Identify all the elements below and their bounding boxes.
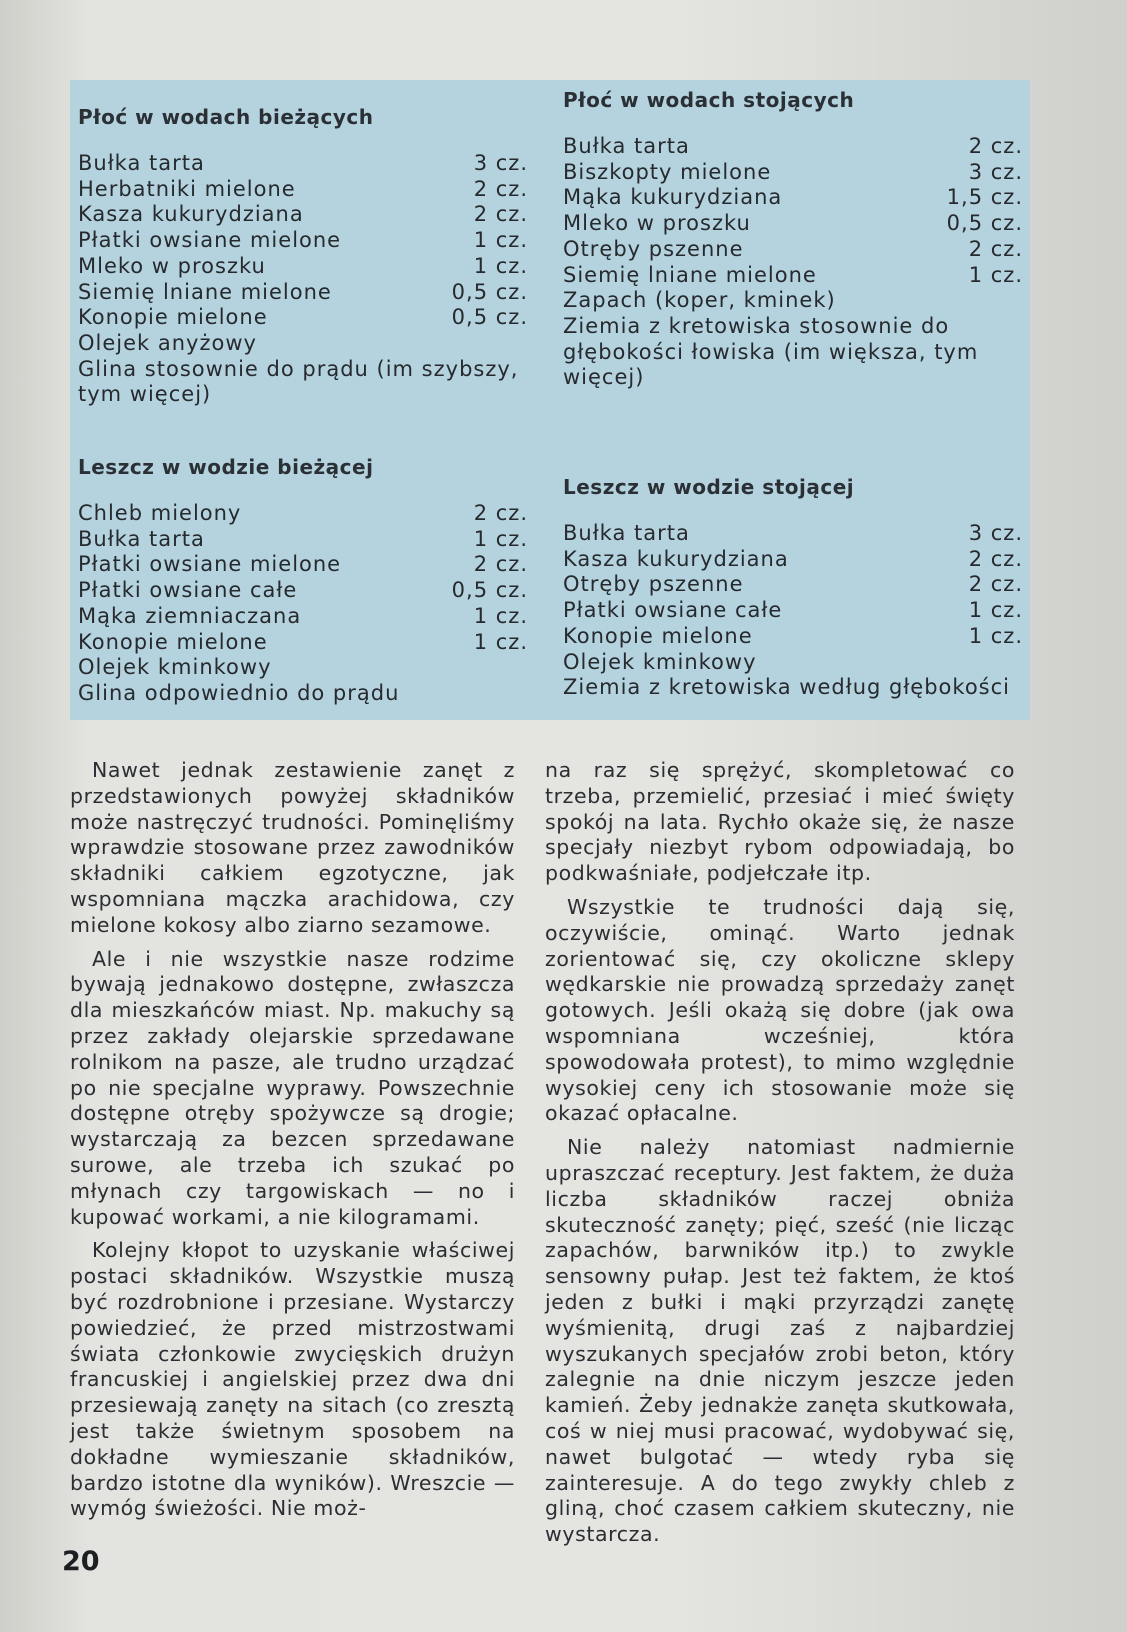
body-text-right-column [545, 758, 1015, 1556]
recipe-row: Płatki owsiane całe 1 cz. [563, 598, 1023, 623]
recipe-title: Płoć w wodach stojących [563, 88, 855, 112]
recipe-row: Kasza kukurydziana 2 cz. [563, 546, 1023, 571]
recipe-row: Mąka kukurydziana 1,5 cz. [563, 185, 1023, 210]
recipe-note: Ziemia z kretowiska stosownie do głębokości łowiska (im większa, tym więcej) [563, 313, 979, 390]
recipe-row: Herbatniki mielone 2 cz. [78, 176, 528, 201]
recipe-title: Leszcz w wodzie bieżącej [78, 455, 374, 479]
recipe-row: Biszkopty mielone 3 cz. [563, 159, 1023, 184]
body-paragraph: na raz się sprężyć, skompletować co trzeba, przemielić, przesiać i mieć święty spokój na lata. Rychło okaże się, że nasze specjały niezbyt rybom odpowiadają, bo podkwaśniałe, podjełczałe itp. [545, 758, 1015, 886]
recipe-row: Konopie mielone 0,5 cz. [78, 305, 528, 330]
recipe-bream-still [563, 475, 1023, 701]
recipe-row: Mleko w proszku 1 cz. [78, 253, 528, 278]
recipe-row: Siemię lniane mielone 0,5 cz. [78, 279, 528, 304]
recipe-roach-running [78, 105, 528, 408]
recipe-title: Leszcz w wodzie stojącej [563, 475, 855, 499]
recipe-row: Płatki owsiane mielone 1 cz. [78, 228, 528, 253]
body-paragraph: Ale i nie wszystkie nasze rodzime bywają jednakowo dostępne, zwłaszcza dla mieszkańców miast. Np. makuchy są przez zakłady olejarskie sprzedawane rolnikom na pasze, ale trudno urządzać po nie specjalne wyprawy. Powszechnie dostępne otręby spożywcze są drogie; wystarczają za bezcen sprzedawane surowe, ale trzeba ich szukać po młynach czy targowiskach — no i kupować workami, a nie kilogramami. [70, 946, 515, 1229]
recipe-row: Otręby pszenne 2 cz. [563, 572, 1023, 597]
recipe-bream-running [78, 455, 528, 707]
recipe-row: Płatki owsiane mielone 2 cz. [78, 552, 528, 577]
body-text-left-column [70, 758, 515, 1530]
recipe-row: Płatki owsiane całe 0,5 cz. [78, 578, 528, 603]
recipe-row: Bułka tarta 1 cz. [78, 526, 528, 551]
recipe-roach-still [563, 88, 1023, 391]
recipe-row: Bułka tarta 3 cz. [563, 521, 1023, 545]
body-paragraph: Kolejny kłopot to uzyskanie właściwej postaci składników. Wszystkie muszą być rozdrobnione i przesiane. Wystarczy powiedzieć, że przed mistrzostwami świata członkowie zwycięskich drużyn francuskiej i angielskiej przez dwa dni przesiewają zanęty na sitach (co zresztą jest także świetnym sposobem na dokładne wymieszanie składników, bardzo istotne dla wyników). Wreszcie — wymóg świeżości. Nie moż- [70, 1238, 515, 1521]
recipe-row: Otręby pszenne 2 cz. [563, 236, 1023, 261]
recipe-title: Płoć w wodach bieżących [78, 105, 374, 129]
body-paragraph: Nawet jednak zestawienie zanęt z przedstawionych powyżej składników może nastręczyć trudności. Pominęliśmy wprawdzie stosowane przez zawodników składniki całkiem egzotyczne, jak wspomniana mączka arachidowa, czy mielone kokosy albo ziarno sezamowe. [70, 758, 515, 937]
recipe-row: Mąka ziemniaczana 1 cz. [78, 603, 528, 628]
recipe-note: Ziemia z kretowiska według głębokości [563, 675, 1010, 700]
recipe-row: Mleko w proszku 0,5 cz. [563, 211, 1023, 236]
recipe-note: Zapach (koper, kminek) [563, 288, 836, 313]
recipe-note: Olejek kminkowy [78, 655, 272, 680]
recipe-row: Bułka tarta 2 cz. [563, 134, 1023, 158]
body-paragraph: Nie należy natomiast nadmiernie upraszczać receptury. Jest faktem, że duża liczba składników raczej obniża skuteczność zanęty; pięć, sześć (nie licząc zapachów, barwników itp.) to zwykle sensowny pułap. Jest też faktem, że ktoś jeden z bułki i mąki przyrządzi zanętę wyśmienitą, drugi zaś z najbardziej wyszukanych specjałów zrobi beton, który zalegnie na dnie niczym jeszcze jeden kamień. Żeby jednakże zanęta skutkowała, coś w niej musi pracować, wydobywać się, nawet bulgotać — wtedy ryba się zainteresuje. A do tego zwykły chleb z gliną, choć czasem całkiem skuteczny, nie wystarcza. [545, 1135, 1015, 1547]
recipe-row: Konopie mielone 1 cz. [78, 629, 528, 654]
recipe-note: Glina odpowiednio do prądu [78, 680, 400, 705]
recipe-row: Kasza kukurydziana 2 cz. [78, 202, 528, 227]
recipe-note: Olejek kminkowy [563, 649, 757, 674]
body-paragraph: Wszystkie te trudności dają się, oczywiście, ominąć. Warto jednak zorientować się, czy okoliczne sklepy wędkarskie nie prowadzą sprzedaży zanęt gotowych. Jeśli okażą się dobre (jak owa wspomniana wcześniej, która spowodowała protest), to mimo względnie wysokiej ceny ich stosowanie może się okazać opłacalne. [545, 894, 1015, 1126]
recipe-note: Glina stosownie do prądu (im szybszy, tym więcej) [78, 356, 519, 407]
recipe-note: Olejek anyżowy [78, 330, 257, 355]
recipe-row: Konopie mielone 1 cz. [563, 623, 1023, 648]
recipe-row: Bułka tarta 3 cz. [78, 151, 528, 175]
recipe-row: Siemię lniane mielone 1 cz. [563, 262, 1023, 287]
recipe-row: Chleb mielony 2 cz. [78, 501, 528, 525]
page-number: 20 [62, 1546, 100, 1577]
